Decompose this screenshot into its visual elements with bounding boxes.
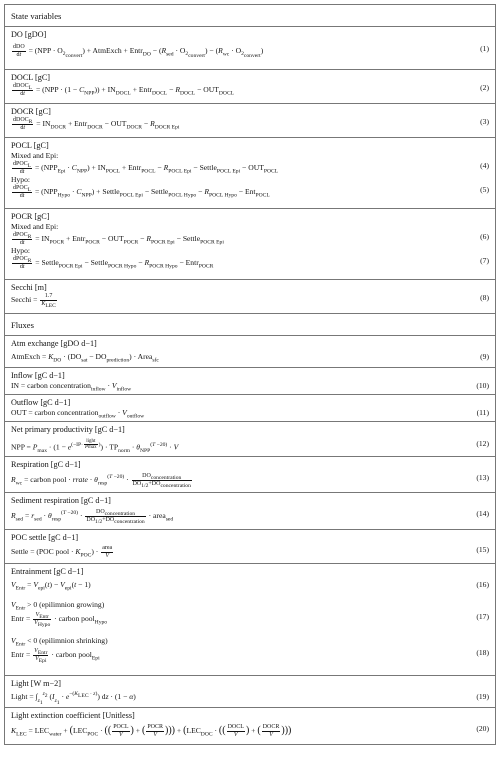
header-text: Fluxes	[11, 320, 34, 330]
state-variables-header	[5, 5, 495, 27]
equation-number: (17)	[476, 612, 489, 621]
light-section	[5, 676, 495, 708]
equation: $\frac{dDOC_R}{dt}$ = $IN_{DOCR}$ + Entr$_{DOCR}$ − $OUT_{DOCR} - R_{DOCR Epi}$ (3)	[13, 117, 489, 131]
outflow-section	[5, 395, 495, 422]
equation-number: (20)	[476, 724, 489, 733]
equation-number: (10)	[476, 381, 489, 390]
equation-number: (4)	[480, 161, 489, 170]
equation: $R_{sed} = r_{sed} \cdot \theta_{resp}^{(T -20)}$ · $\frac{DO_{concentration}}{DO_{1/2}+DO_{concentration}}$ · area$_{sed}$ (14)	[11, 509, 489, 525]
hypo-label: Hypo:	[11, 175, 30, 184]
equation-number: (19)	[476, 692, 489, 701]
equation-number: (15)	[476, 545, 489, 554]
section-title: DOCL [gC]	[11, 73, 51, 82]
section-title: POCL [gC]	[11, 141, 49, 150]
section-title: Net primary productivity [gC d−1]	[11, 425, 125, 434]
light-extinction-section	[5, 708, 495, 744]
section-title: DO [gDO]	[11, 30, 47, 39]
equation: OUT = carbon concentration$_{outflow}$ · $V_{outflow}$ (11)	[11, 408, 489, 420]
poc-settle-section	[5, 530, 495, 564]
section-title: Secchi [m]	[11, 283, 47, 292]
section-title: POC settle [gC d−1]	[11, 533, 79, 542]
entr-growing-label: $V_{Entr} > 0$ (epilimnion growing)	[11, 600, 105, 612]
fluxes-header	[5, 314, 495, 336]
equation: Secchi = $\frac{1.7}{K_{LEC}}$ (8)	[11, 293, 489, 309]
pocl-section	[5, 138, 495, 209]
section-title: Light extinction coefficient [Unitless]	[11, 711, 135, 720]
equation-number: (14)	[476, 509, 489, 518]
equation: Entr = $\frac{V_{Entr}}{V_{Epi}}$ · carbon pool$_{Epi}$ (18)	[11, 648, 489, 664]
equation: NPP = $P_{max} \cdot (1 - e^{(-IP\cdot \frac{\text{light}}{Pmax} )}) \cdot TP_{norm} \cdot \theta_{NPP}^{(T -20)} \cdot V$ (12)	[11, 439, 489, 454]
condition-text: (epilimnion shrinking)	[39, 636, 108, 645]
atm-exchange-section	[5, 336, 495, 368]
equation-number: (2)	[480, 83, 489, 92]
mixed-epi-label: Mixed and Epi:	[11, 151, 59, 160]
equation: $\frac{dDOC_L}{dt}$ = $(NPP \cdot (1 - C_{NPP})) + IN_{DOCL}$ + Entr$_{DOCL}$ − $R_{DOCL} - OUT_{DOCL}$ (2)	[13, 83, 489, 97]
header-text: State variables	[11, 11, 62, 21]
secchi-section	[5, 280, 495, 314]
equation: $R_{wc}$ = carbon pool · rrate · $\theta_{resp}^{(T -20)}$ · $\frac{DO_{concentration}}{DO_{1/2}+DO_{concentration}}$ (13)	[11, 473, 489, 489]
equation-number: (18)	[476, 648, 489, 657]
equation-number: (12)	[476, 439, 489, 448]
equation-number: (6)	[480, 232, 489, 241]
equation-number: (9)	[480, 352, 489, 361]
respiration-section	[5, 457, 495, 493]
section-title: Inflow [gC d−1]	[11, 371, 65, 380]
equation: $\frac{dPOC_L}{dt}$ = $(NPP_{Epi} \cdot C_{NPP}) + IN_{POCL}$ + Entr$_{POCL}$ − $R_{POCL Epi}$ − Settle$_{POCL Epi}$ − $OUT_{POCL}$ (4)	[13, 161, 489, 175]
section-title: DOCR [gC]	[11, 107, 51, 116]
equation-number: (1)	[480, 44, 489, 53]
entr-shrinking-label: $V_{Entr} < 0$ (epilimnion shrinking)	[11, 636, 108, 648]
equation-number: (8)	[480, 293, 489, 302]
equation: $\frac{dPOC_L}{dt}$ = $(NPP_{Hypo} \cdot C_{NPP})$ + Settle$_{POCL Epi}$ − Settle$_{POCL Hypo}$ − $R_{POCL Hypo} - Ent_{POCL}$ (5)	[13, 185, 489, 199]
section-title: Atm exchange [gDO d−1]	[11, 339, 97, 348]
equation: $\frac{\text{dDO}}{dt}$ = $(NPP \cdot O_{2_{convert}})$ + AtmExch + Entr$_{DO}$ − $(R_{sed} \cdot O_{2_{convert}}) - (R_{wc} \cdot O_{2_{convert}})$ (1)	[13, 44, 489, 60]
equation: $\frac{dPOC_R}{dt}$ = Settle$_{POCR Epi}$ − Settle$_{POCR Hypo}$ − $R_{POCR Hypo}$ − Entr$_{POCR}$ (7)	[13, 256, 489, 270]
section-title: Entrainment [gC d−1]	[11, 567, 84, 576]
npp-section	[5, 422, 495, 457]
equation-number: (7)	[480, 256, 489, 265]
equation-number: (16)	[476, 580, 489, 589]
docr-section	[5, 104, 495, 138]
entrainment-section	[5, 564, 495, 676]
equation: $K_{LEC} = LEC_{water} + (LEC_{POC}$ · (( $\frac{\text{POCL}}{V}$ ) + ( $\frac{\text{POCR}}{V}$ ))) + ($LEC_{DOC}$ · (( $\frac{\text{DOCL}}{V}$ ) + ( $\frac{\text{DOCR}}{V}$ ))) (20)	[11, 724, 489, 738]
equation: Entr = $\frac{V_{Entr}}{V_{Hypo}}$ · carbon pool$_{Hypo}$ (17)	[11, 612, 489, 628]
equation: Settle = (POC pool · $K_{POC}$) · $\frac{\text{area}}{V}$ (15)	[11, 545, 489, 559]
mixed-epi-label: Mixed and Epi:	[11, 222, 59, 231]
hypo-label: Hypo:	[11, 246, 30, 255]
pocr-section	[5, 209, 495, 280]
equation: Light = $\int_{z_1}^{z_2}$ $(I_{z_1} \cdot e^{-(K_{LEC} \cdot z)})$ dz · (1 − α) (19)	[11, 691, 489, 706]
equation: $\frac{dPOC_R}{dt}$ = $IN_{POCR}$ + Entr$_{POCR}$ − $OUT_{POCR} - R_{POCR Epi}$ − Settle$_{POCR Epi}$ (6)	[13, 232, 489, 246]
equation-number: (11)	[476, 408, 489, 417]
section-title: Respiration [gC d−1]	[11, 460, 81, 469]
section-title: POCR [gC]	[11, 212, 50, 221]
section-title: Outflow [gC d−1]	[11, 398, 71, 407]
equation: IN = carbon concentration$_{inflow}$ · $V_{inflow}$ (10)	[11, 381, 489, 393]
condition-text: (epilimnion growing)	[39, 600, 105, 609]
do-section	[5, 27, 495, 70]
equation-number: (3)	[480, 117, 489, 126]
equation: $V_{Entr} = V_{epi}(t) - V_{epi}(t - 1)$ (16)	[11, 580, 489, 592]
equation-number: (5)	[480, 185, 489, 194]
equation-number: (13)	[476, 473, 489, 482]
docl-section	[5, 70, 495, 104]
equation: AtmExch = $K_{DO} \cdot (DO_{sat} - DO_{prediction})$ · Area$_{sfc}$ (9)	[11, 352, 489, 364]
sediment-respiration-section	[5, 493, 495, 530]
inflow-section	[5, 368, 495, 395]
section-title: Light [W m−2]	[11, 679, 61, 688]
equations-table	[4, 4, 496, 745]
section-title: Sediment respiration [gC d−1]	[11, 496, 111, 505]
